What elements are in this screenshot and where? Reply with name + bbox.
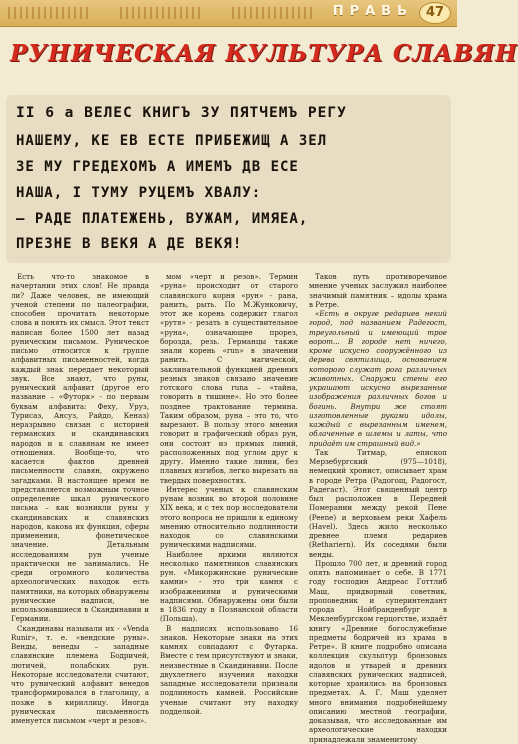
manuscript-line: II 6 а ВЕЛЕС КНИГЪ ЗУ ПЯТЧЕМЪ РЕГУ xyxy=(16,105,347,121)
text-column-3 xyxy=(309,272,447,744)
manuscript-image xyxy=(6,95,451,263)
paragraph: мом «черт и резов». Термин «руна» происходит от старого славянского корня «рун» - рана, ранить, рыть. По М.Жунковичу, этот же корень содержит глагол «рутя» - резать в существительное «руна», означающее прорез, борозда, резь. Германцы также знали корень «run» в значении ранить. С магической, заклинательной функцией древних резных знаков связано значение готского слова runa – «тайна, говорить в тишине». Но это более позднее трактование термина. Таким образом, руна – это то, что вырезают. В пользу этого мнения говорит и графический образ рун, они состоят из прямых линий, расположенных под углом друг к другу. Именно такие линии, без плавных изгибов, легко вырезать на твердых поверхностях. xyxy=(160,272,298,485)
header-ornament xyxy=(8,7,88,19)
manuscript-line: ПРЕЗНЕ В ВЕКЯ А ДЕ ВЕКЯ! xyxy=(16,236,243,252)
paragraph: В надписях использовано 16 знаков. Некоторые знаки на этих камнях совпадают с Футарка. Вместе с тем присутствуют и знаки, неизвестные в Скандинавии. После двухлетнего изучения находки западные исследователи признали подлинность камней. Российские ученые считают эту находку подделкой. xyxy=(160,623,298,716)
paragraph: Прошло 700 лет, и древний город опять напоминает о себе. В 1771 году господин Андреас Готтлиб Маш, придворный советник, проповедник и суперинтендант города Нойбранденбург в Мекленбургском герцогстве, издаёт книгу «Древние богослужебные предметы бодричей из храма в Ретре». В книге подробно описана коллекция скульптур бронзовых идолов и утварей и древних славянских рунических надписей, которые хранились на бронзовых предметах. А. Г. Маш уделяет много внимания подробнейшему описанию местной географии, доказывая, что исследованные им археологические находки принадлежали знаменитому xyxy=(309,558,447,744)
header-ornament xyxy=(120,7,200,19)
paragraph: Интерес ученых к славянским рунам возник во второй половине XIX века, и с тех пор исследователи этого вопроса не пришли к единому мнению относительно подлинности находок со славянскими руническими надписями. xyxy=(160,484,298,550)
article-title: РУНИЧЕСКАЯ КУЛЬТУРА СЛАВЯН xyxy=(10,40,518,67)
paragraph: Наиболее яркими являются несколько памятников славянских рун. «Микоржинские рунические камни» - это три камня с изображениями и руническими надписями. Обнаружены они были в 1836 году в Познанской области (Польша). xyxy=(160,549,298,624)
manuscript-line: ЗЕ МУ ГРЕДЕХОМЪ А ИМЕМЪ ДВ ЕСЕ xyxy=(16,159,299,175)
page-number: 47 xyxy=(419,2,451,24)
header-ornament xyxy=(232,7,312,19)
quote-paragraph: «Есть в округе редариев некий город, под названием Радегост, треугольный и имеющий трое ворот... В городе нет ничего, кроме искусно сооружённого из дерева святилища, основанием которого служат рога различных животных. Снаружи стены его украшают искусно вырезанные изображения различных богов и богинь. Внутри же стоят изготовленные руками идолы, каждый с вырезанным именем, облаченные в шлемы и латы, что придаёт им страшный вид.» xyxy=(309,309,447,448)
page-header xyxy=(0,0,457,27)
paragraph: Так Титмар, епископ Мерзебургский (975—1018), немецкий хронист, описывает храм в городе Ретра (Радогощ, Радогост, Радегаст). Этот священный центр был расположен в Передней Померании между рекой Пене (Peene) и верховьем реки Хафель (Havel). Здесь жило несколько древнее племя редариев (Rethariern). Их соседями были венды. xyxy=(309,447,447,559)
manuscript-line: — РАДЕ ПЛАТЕЖЕНЬ, ВУЖАМ, ИМЯЕА, xyxy=(16,211,309,227)
manuscript-line: НАША, I ТУМУ РУЦЕМЪ ХВАЛУ: xyxy=(16,185,262,201)
paragraph: Таков путь противоречивое мнение ученых заслужил наиболее значимый памятник – идолы храма в Ретре. xyxy=(309,272,447,309)
text-column-1 xyxy=(11,272,149,725)
paragraph: Скандинавы называли их - «Venda Runir», т. е. «вендские руны». Венды, венеды – западные славянские племена Бодричей, лютичей, полабских рун. Некоторые исследователи считают, что рунический алфавит венедов трансформировался в глаголицу, а позже в кириллицу. Иногда руническая письменность именуется письмом «черт и резов». xyxy=(11,623,149,725)
text-column-2 xyxy=(160,272,298,716)
paragraph: Есть что-то знакомое в начертании этих слов! Не правда ли? Даже человек, не имеющий ученой степени по палеографии, способен прочитать некоторые слова и понять их смысл. Этот текст написан более 1500 лет назад руническим письмом. Руническое письмо относится к группе алфавитных письменностей, когда каждый знак передает некоторый звук. Все знают, что руны, рунический алфавит (другое его название – «Футорк» - по первым буквам алфавита: Феху, Уруз, Турисаз, Ансуз, Райдо, Кеназ) неразрывно связан с историей германских и скандинавских народов и к славянам не имеет отношения. Вообще-то, что касается фактов древней письменности славян, окружено загадками. В настоящее время не представляется возможным точное определение шкал рунического письма – как возникли руны у скандинавских и славянских народов, какова их функция, сферы применения, фонетическое значение. Детальным исследованиям рун ученые практически не занимались. Не среди огромного количества археологических находок есть памятники, на которых обнаружены рунические надписи, не использовавшиеся в Скандинавии и Германии. xyxy=(11,272,149,624)
section-name: ПРАВЬ xyxy=(332,4,413,19)
manuscript-line: НАШЕМУ, КЕ ЕВ ЕСТЕ ПРИБЕЖИЩ А ЗЕЛ xyxy=(16,133,328,149)
